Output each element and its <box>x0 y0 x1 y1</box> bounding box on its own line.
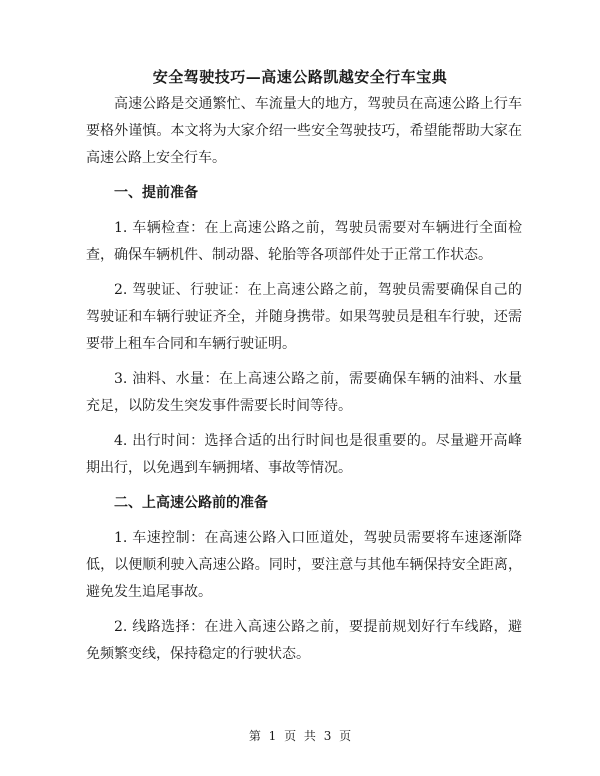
intro-paragraph: 高速公路是交通繁忙、车流量大的地方，驾驶员在高速公路上行车要格外谨慎。本文将为大家介绍一些安全驾驶技巧，希望能帮助大家在高速公路上安全行车。 <box>86 96 522 166</box>
list-item: 1. 车辆检查：在上高速公路之前，驾驶员需要对车辆进行全面检查，确保车辆机件、制动器、轮胎等各项部件处于正常工作状态。 <box>86 220 522 263</box>
section-heading-before-highway: 二、上高速公路前的准备 <box>114 495 268 511</box>
list-item: 1. 车速控制：在高速公路入口匝道处，驾驶员需要将车速逐渐降低，以便顺利驶入高速公路。同时，要注意与其他车辆保持安全距离，避免发生追尾事故。 <box>86 530 522 600</box>
list-item: 2. 线路选择：在进入高速公路之前，要提前规划好行车线路，避免频繁变线，保持稳定的行驶状态。 <box>86 619 522 662</box>
section-heading-preparation: 一、提前准备 <box>114 185 198 201</box>
page-number-footer: 第 1 页 共 3 页 <box>248 729 352 743</box>
list-item: 3. 油料、水量：在上高速公路之前，需要确保车辆的油料、水量充足，以防发生突发事件需要长时间等待。 <box>86 371 522 414</box>
document-title: 安全驾驶技巧—高速公路凯越安全行车宝典 <box>152 68 448 86</box>
document-body <box>86 91 522 676</box>
list-item: 4. 出行时间：选择合适的出行时间也是很重要的。尽量避开高峰期出行，以免遇到车辆拥堵、事故等情况。 <box>86 433 522 476</box>
list-item: 2. 驾驶证、行驶证：在上高速公路之前，驾驶员需要确保自己的驾驶证和车辆行驶证齐全，并随身携带。如果驾驶员是租车行驶，还需要带上租车合同和车辆行驶证明。 <box>86 282 522 352</box>
